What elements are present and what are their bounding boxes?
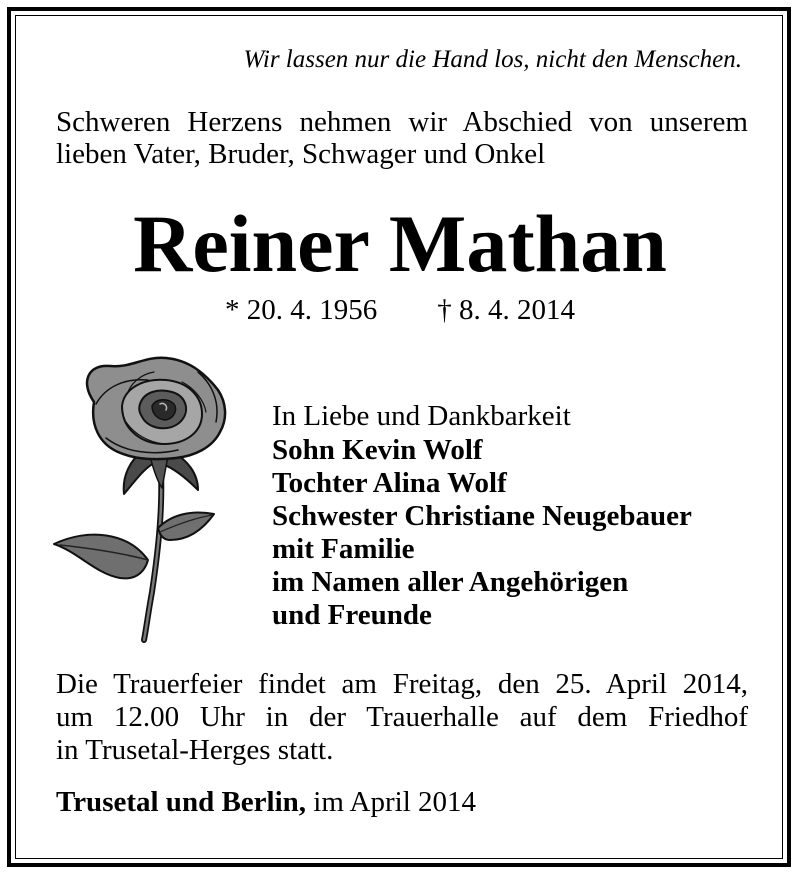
signer-line: Sohn Kevin Wolf [272,434,483,466]
place-and-date [56,786,476,819]
death-date: † 8. 4. 2014 [437,294,575,326]
ceremony-notice [56,668,748,767]
intro-line-1: Schweren Herzens nehmen wir Abschied von unserem [56,106,748,138]
ceremony-line: in Trusetal-Herges statt. [56,734,334,766]
ceremony-line: um 12.00 Uhr in der Trauerhalle auf dem Friedhof [56,701,748,733]
birth-date: * 20. 4. 1956 [225,294,378,326]
intro-line-2: lieben Vater, Bruder, Schwager und Onkel [56,138,546,170]
signer-line: im Namen aller Angehörigen [272,566,629,598]
intro-text [56,106,748,170]
place-name: Trusetal und Berlin, [56,786,307,818]
rose-icon [48,352,244,644]
signer-line: mit Familie [272,533,415,565]
deceased-name: Reiner Mathan [133,198,667,289]
ceremony-line: Die Trauerfeier findet am Freitag, den 25. April 2014, [56,668,748,700]
signer-line: Tochter Alina Wolf [272,467,507,499]
signers-greeting: In Liebe und Dankbarkeit [272,400,571,432]
signer-line: und Freunde [272,599,432,631]
life-dates [0,294,800,327]
signers-block [272,400,692,632]
closing-date: im April 2014 [306,786,477,818]
signer-line: Schwester Christiane Neugebauer [272,500,692,532]
motto: Wir lassen nur die Hand los, nicht den Menschen. [243,46,742,73]
